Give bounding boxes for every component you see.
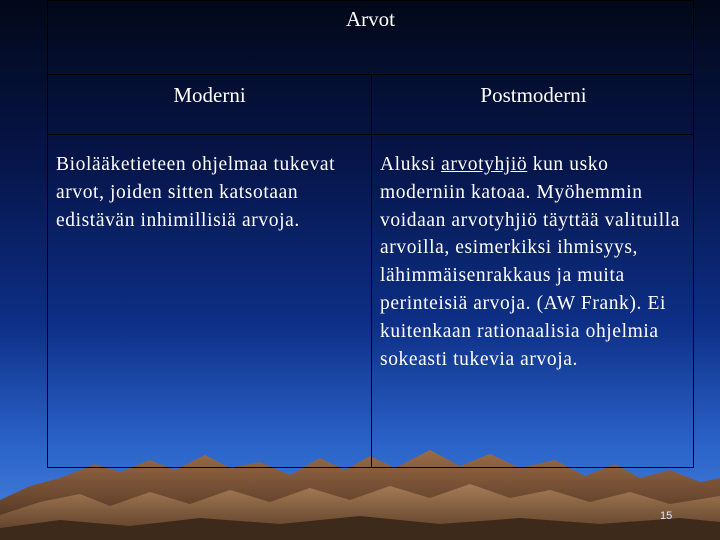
values-table (47, 0, 694, 468)
moderni-text: Biolääketieteen ohjelmaa tukevat arvot, joiden sitten katsotaan edistävän inhimillisiä arvoja. (56, 154, 336, 231)
underlined-term: arvotyhjiö (441, 154, 528, 175)
postmoderni-text (380, 151, 692, 373)
column-header-moderni: Moderni (173, 83, 246, 107)
postmoderni-text-start: Aluksi (380, 154, 442, 175)
header-row-divider (48, 134, 693, 135)
slide-title: Arvot (346, 7, 395, 31)
postmoderni-text-rest: kun usko moderniin katoaa. Myöhemmin voidaan arvotyhjiö täyttää valituilla arvoilla, esimerkiksi ihmisyys, lähimmäisenrakkaus ja muita perinteisiä arvoja. (AW Frank). Ei kuitenkaan rationaalisia ohjelmia sokeasti tukevia arvoja. (380, 154, 680, 370)
page-number: 15 (660, 510, 673, 522)
column-header-postmoderni: Postmoderni (480, 83, 587, 107)
table-title-row (48, 1, 693, 75)
